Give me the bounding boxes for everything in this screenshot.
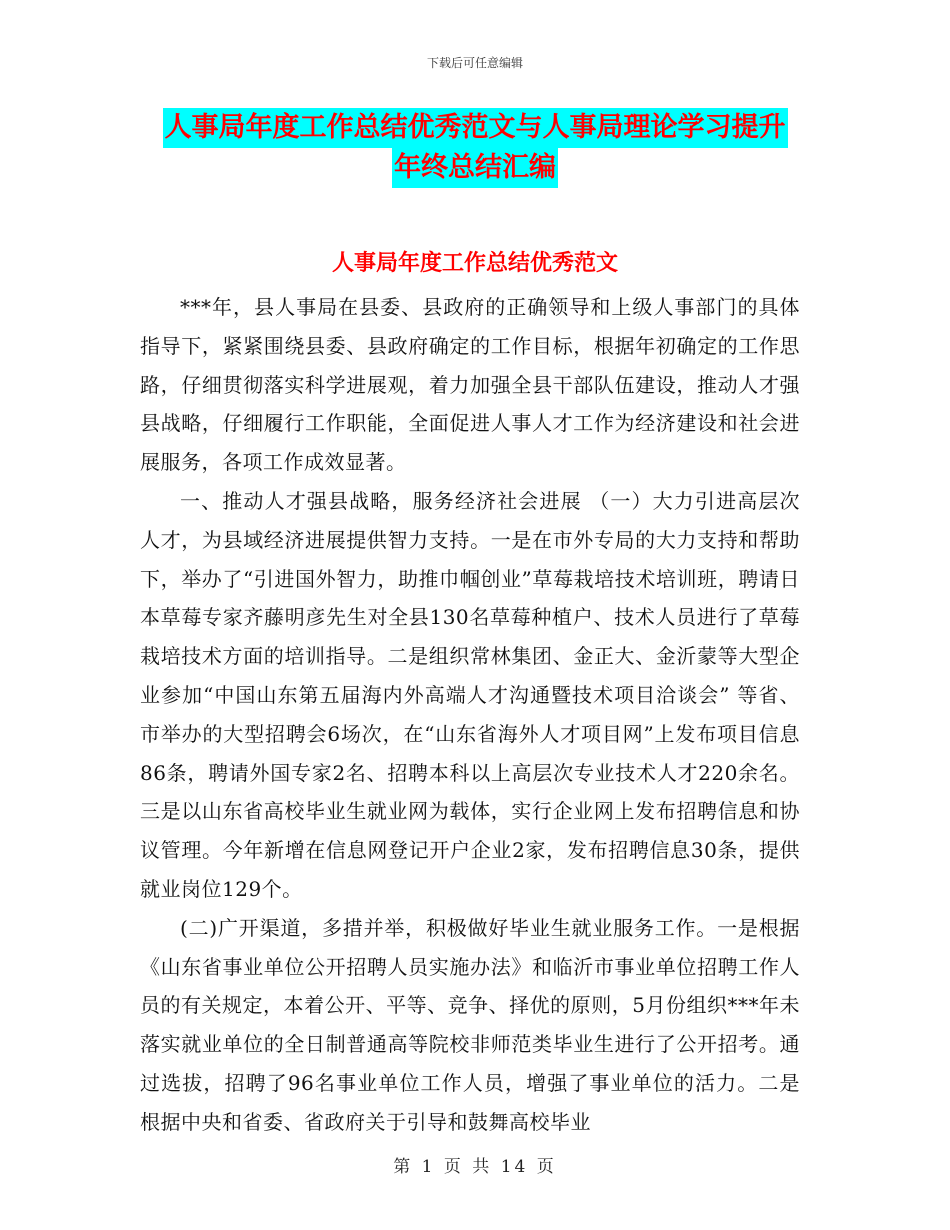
page-header-note: 下载后可任意编辑: [426, 56, 523, 70]
document-title: [140, 108, 810, 188]
title-line-1: 人事局年度工作总结优秀范文与人事局理论学习提升: [163, 108, 788, 148]
section-title: 人事局年度工作总结优秀范文: [331, 251, 618, 276]
page-number-footer: 第 1 页 共 14 页: [393, 1157, 557, 1177]
document-body: [140, 288, 800, 1142]
paragraph: ***年，县人事局在县委、县政府的正确领导和上级人事部门的具体指导下，紧紧围绕县委、县政府确定的工作目标，根据年初确定的工作思路，仔细贯彻落实科学进展观，着力加强全县干部队伍建设，推动人才强县战略，仔细履行工作职能，全面促进人事人才工作为经济建设和社会进展服务，各项工作成效显著。: [140, 295, 800, 475]
paragraph: 一、推动人才强县战略，服务经济社会进展 （一）大力引进高层次人才，为县域经济进展提供智力支持。一是在市外专局的大力支持和帮助下，举办了“引进国外智力，助推巾帼创业”草莓栽培技术培训班，聘请日本草莓专家齐藤明彦先生对全县130名草莓种植户、技术人员进行了草莓栽培技术方面的培训指导。二是组织常林集团、金正大、金沂蒙等大型企业参加“中国山东第五届海内外高端人才沟通暨技术项目洽谈会” 等省、市举办的大型招聘会6场次，在“山东省海外人才项目网”上发布项目信息86条，聘请外国专家2名、招聘本科以上高层次专业技术人才220余名。三是以山东省高校毕业生就业网为载体，实行企业网上发布招聘信息和协议管理。今年新增在信息网登记开户企业2家，发布招聘信息30条，提供就业岗位129个。: [140, 488, 800, 901]
title-line-2: 年终总结汇编: [392, 148, 558, 188]
paragraph: (二)广开渠道，多措并举，积极做好毕业生就业服务工作。一是根据《山东省事业单位公开招聘人员实施办法》和临沂市事业单位招聘工作人员的有关规定，本着公开、平等、竞争、择优的原则，5月份组织***年未落实就业单位的全日制普通高等院校非师范类毕业生进行了公开招考。通过选拔，招聘了96名事业单位工作人员，增强了事业单位的活力。二是根据中央和省委、省政府关于引导和鼓舞高校毕业: [140, 915, 800, 1134]
